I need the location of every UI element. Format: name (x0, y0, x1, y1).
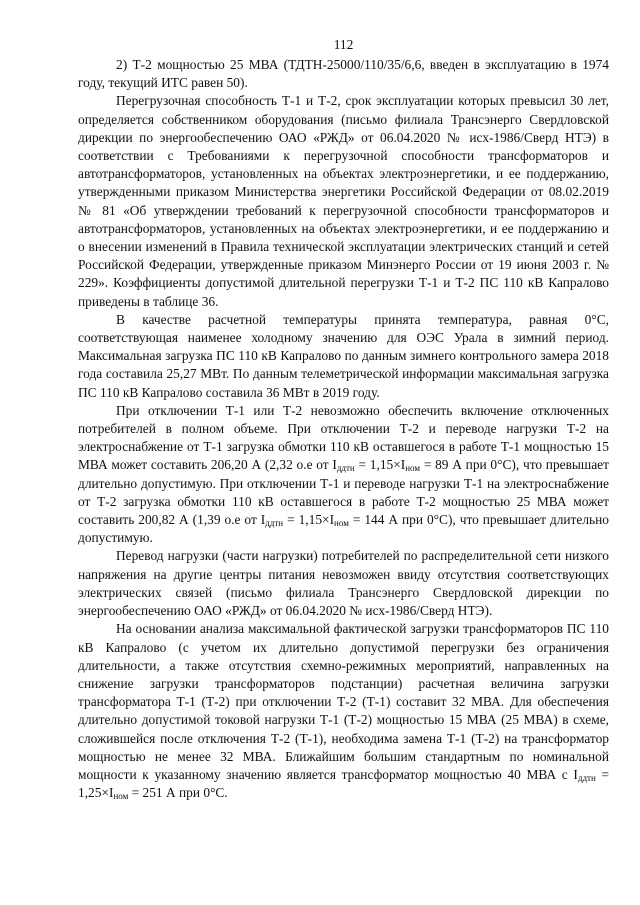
document-page (78, 36, 609, 802)
text-run: = 1,25×I (78, 766, 609, 801)
text-run: = 89 А при 0°С), что превышает длительно допустимую. При отключении Т-1 и переводе нагрузки Т-1 на электроснабжение от Т-2 загрузка обмотки 110 кВ оставшегося в работе Т-2 мощностью 25 МВА может составить 200,82 А (1,39 о.е от I (78, 457, 609, 528)
subscript: ном (113, 791, 129, 802)
text-run: = 144 А при 0°С), что превышает длительно допустимую. (78, 512, 609, 546)
paragraph-design-temperature: В качестве расчетной температуры принята температура, равная 0°С, соответствующая наименее холодному значению для ОЭС Урала в зимний период. Максимальная загрузка ПС 110 кВ Капралово по данным зимнего контрольного замера 2018 года составила 25,27 МВт. По данным телеметрической информации максимальная загрузка ПС 110 кВ Капралово составила 36 МВт в 2019 году. (78, 311, 609, 400)
subscript: ддтн (577, 772, 596, 783)
paragraph-load-transfer: Перевод нагрузки (части нагрузки) потребителей по распределительной сети низкого напряжения на другие центры питания невозможен ввиду отсутствия соответствующих электрических связей (письмо филиала Трансэнерго Свердловской дирекции по энергообеспечению ОАО «РЖД» от 06.04.2020 № исх-1986/Сверд НТЭ). (78, 548, 609, 619)
paragraph-conclusion (78, 620, 609, 802)
text-run: На основании анализа максимальной фактической загрузки трансформаторов ПС 110 кВ Капралово (с учетом их длительно допустимой перегрузки без ограничения длительности, а также отсутствия схемно-режимных мероприятий, направленных на снижение загрузки трансформаторов подстанции) расчетная величина загрузки трансформатора Т-1 (Т-2) при отключении Т-2 (Т-1) составит 32 МВА. Для обеспечения длительно допустимой токовой нагрузки Т-1 (Т-2) мощностью 15 МВА (25 МВА) в схеме, сложившейся после отключения Т-2 (Т-1), необходима замена Т-1 (Т-2) на трансформатор мощностью не менее 32 МВА. Ближайшим большим стандартным по номинальной мощности к указанному значению является трансформатор мощностью 40 МВА с I (78, 621, 609, 782)
subscript: ддтн (336, 463, 355, 474)
paragraph-overload-capacity: Перегрузочная способность Т-1 и Т-2, срок эксплуатации которых превысил 30 лет, определяется собственником оборудования (письмо филиала Трансэнерго Свердловской дирекции по энергообеспечению ОАО «РЖД» от 06.04.2020 № исх-1986/Сверд НТЭ) в соответствии с Требованиями к перегрузочной способности трансформаторов и автотрансформаторов, установленных на объектах электроэнергетики, и ее поддержанию, утвержденными приказом Министерства энергетики Российской Федерации от 08.02.2019 № 81 «Об утверждении требований к перегрузочной способности трансформаторов и автотрансформаторов, установленных на объектах электроэнергетики, и ее поддержанию и о внесении изменений в Правила технической эксплуатации электрических станций и сетей Российской Федерации, утвержденные приказом Минэнерго России от 19 июня 2003 г. № 229». Коэффициенты допустимой длительной перегрузки Т-1 и Т-2 ПС 110 кВ Капралово приведены в таблице 36. (78, 93, 609, 309)
text-run: При отключении Т-1 или Т-2 невозможно обеспечить включение отключенных потребителей в полном объеме. При отключении Т-2 и переводе нагрузки Т-2 на электроснабжение от Т-1 загрузка обмотки 110 кВ оставшегося в работе Т-1 мощностью 15 МВА может составить 206,20 А (2,32 о.е от I (78, 402, 609, 473)
page-number: 112 (333, 37, 354, 52)
paragraph-transformer-t2: 2) Т-2 мощностью 25 МВА (ТДТН-25000/110/35/6,6, введен в эксплуатацию в 1974 году, текущий ИТС равен 50). (78, 57, 609, 91)
subscript: ном (405, 463, 421, 474)
subscript: ном (334, 518, 349, 529)
paragraph-disconnection-analysis (78, 402, 609, 548)
text-run: = 1,15×I (283, 512, 335, 528)
subscript: ддтн (265, 518, 284, 529)
text-run: = 251 А при 0°С. (128, 785, 228, 801)
text-run: = 1,15×I (354, 457, 406, 473)
